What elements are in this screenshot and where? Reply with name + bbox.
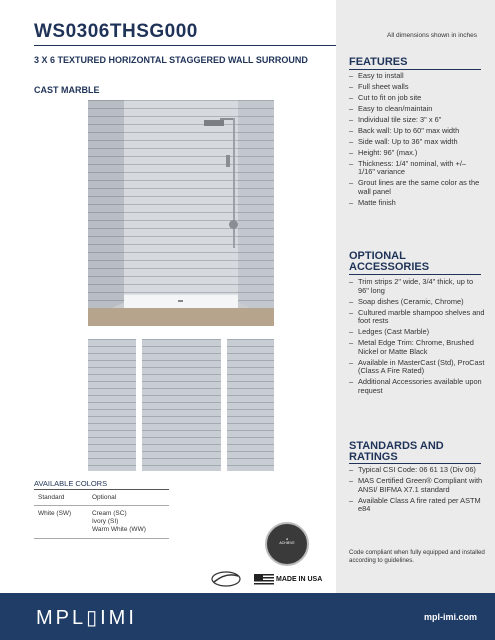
back-wall: [124, 100, 238, 304]
feature-item: – Easy to install: [349, 72, 485, 81]
accessory-item: – Metal Edge Trim: Chrome, Brushed Nickel or Matte Black: [349, 339, 485, 356]
right-wall: [238, 100, 274, 318]
colors-header-standard: Standard: [34, 490, 88, 506]
standard-item: – MAS Certified Green® Compliant with ANSI/ BIFMA X7.1 standard: [349, 477, 485, 494]
shower-head-icon: [204, 120, 224, 126]
accessory-item: – Ledges (Cast Marble): [349, 328, 485, 337]
left-wall: [88, 100, 124, 318]
feature-item: – Grout lines are the same color as the wall panel: [349, 179, 485, 196]
shower-pan: [124, 294, 238, 308]
features-title: FEATURES: [349, 56, 408, 68]
standards-divider: [349, 463, 481, 464]
color-optional: [88, 506, 169, 539]
header-divider: [34, 45, 336, 46]
website-link[interactable]: mpl-imi.com: [423, 612, 477, 622]
standard-item: – Available Class A fire rated per ASTM e84: [349, 497, 485, 514]
accessories-divider: [349, 274, 481, 275]
accessory-item: – Trim strips 2" wide, 3/4" thick, up to 96" long: [349, 278, 485, 295]
page-footer: [0, 593, 495, 640]
mpl-imi-logo: MPL▯IMI: [36, 607, 137, 629]
standards-list: [349, 466, 485, 516]
feature-item: – Back wall: Up to 60" max width: [349, 127, 485, 136]
feature-item: – Full sheet walls: [349, 83, 485, 92]
colors-table: [34, 490, 169, 539]
back-panel: [142, 339, 221, 471]
color-optional-3: Warm White (WW): [91, 526, 146, 533]
side-panel-left: [88, 339, 136, 471]
wood-floor: [88, 308, 274, 326]
hand-shower: [226, 155, 230, 167]
colors-header-optional: Optional: [88, 490, 169, 506]
feature-item: – Cut to fit on job site: [349, 94, 485, 103]
accessory-item: – Cultured marble shampoo shelves and foot rests: [349, 309, 485, 326]
accessory-item: – Additional Accessories available upon request: [349, 378, 485, 395]
dimensions-note: All dimensions shown in inches: [387, 32, 477, 39]
accessory-item: – Available in MasterCast (Std), ProCast (Class A Fire Rated): [349, 359, 485, 376]
features-list: [349, 72, 485, 210]
accessories-title: OPTIONAL ACCESSORIES: [349, 250, 430, 273]
feature-item: – Easy to clean/maintain: [349, 105, 485, 114]
feature-item: – Side wall: Up to 36" max width: [349, 138, 485, 147]
drain: [178, 300, 183, 302]
shower-arm: [220, 118, 234, 120]
feature-item: – Individual tile size: 3" x 6": [349, 116, 485, 125]
features-divider: [349, 69, 481, 70]
us-flag-icon: [254, 574, 274, 586]
feature-item: – Matte finish: [349, 199, 485, 208]
color-optional-2: Ivory (SI): [91, 518, 119, 525]
feature-item: – Height: 96" (max.): [349, 149, 485, 158]
standard-item: – Typical CSI Code: 06 61 13 (Div 06): [349, 466, 485, 475]
badge-text: ● ACHIEVE: [279, 537, 295, 545]
shower-photo: [88, 100, 274, 326]
side-panel-right: [227, 339, 274, 471]
standards-title: STANDARDS AND RATINGS: [349, 440, 444, 463]
color-optional-1: Cream (SC): [91, 510, 127, 517]
certification-badge-icon: [265, 522, 309, 566]
shower-valve: [229, 220, 238, 229]
made-in-usa: MADE IN USA: [276, 576, 323, 583]
model-title: WS0306THSG000: [34, 21, 198, 42]
greenguard-logo-icon: [210, 570, 242, 588]
product-subtitle: 3 X 6 TEXTURED HORIZONTAL STAGGERED WALL SURROUND: [34, 55, 308, 65]
code-footnote: Code compliant when fully equipped and installed according to guidelines.: [349, 549, 485, 564]
accessories-list: [349, 278, 485, 398]
feature-item: – Thickness: 1/4" nominal, with +/– 1/16" variance: [349, 160, 485, 177]
colors-title: AVAILABLE COLORS: [34, 479, 108, 488]
accessory-item: – Soap dishes (Ceramic, Chrome): [349, 298, 485, 307]
color-standard: White (SW): [34, 506, 88, 539]
product-material: CAST MARBLE: [34, 85, 100, 95]
